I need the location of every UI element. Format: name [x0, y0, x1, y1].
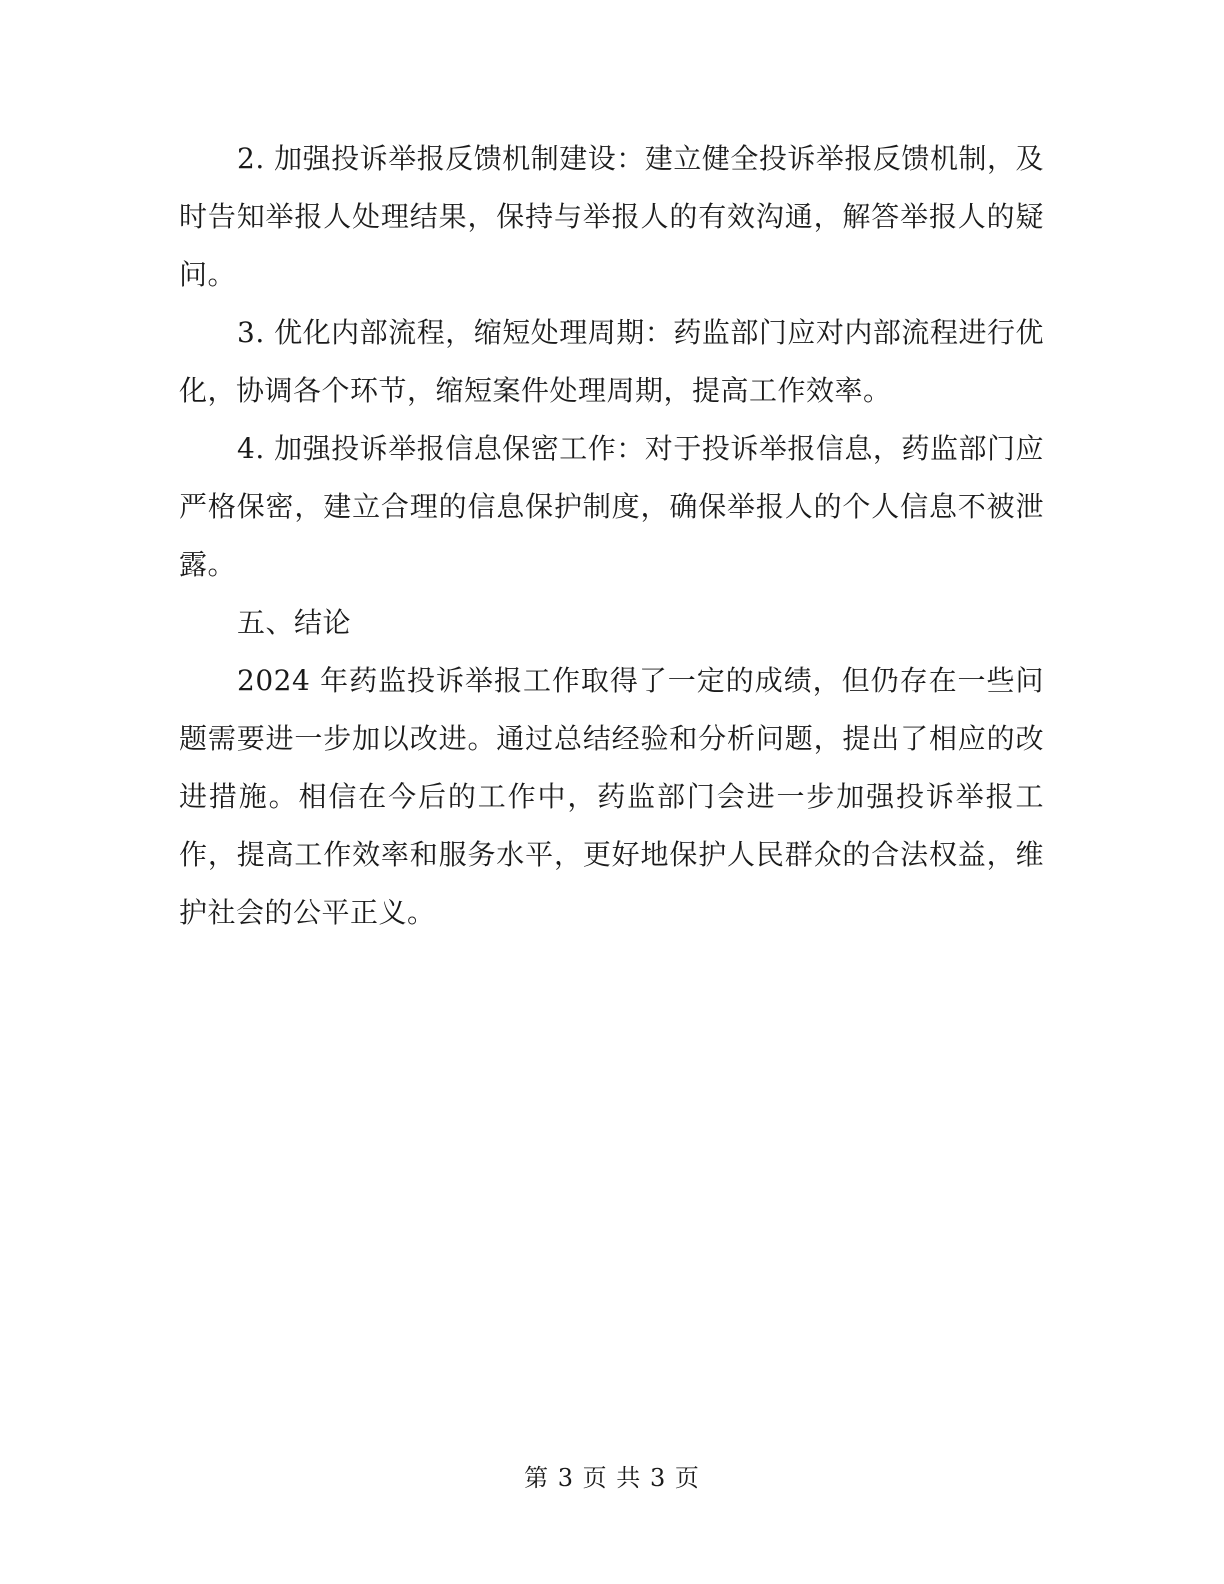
paragraph-confidentiality: 4. 加强投诉举报信息保密工作：对于投诉举报信息，药监部门应严格保密，建立合理的信息保护制度，确保举报人的个人信息不被泄露。: [179, 432, 1044, 581]
document-body: [179, 130, 1044, 942]
paragraph-optimize-process: 3. 优化内部流程，缩短处理周期：药监部门应对内部流程进行优化，协调各个环节，缩短案件处理周期，提高工作效率。: [179, 316, 1044, 407]
paragraph-feedback-mechanism: 2. 加强投诉举报反馈机制建设：建立健全投诉举报反馈机制，及时告知举报人处理结果，保持与举报人的有效沟通，解答举报人的疑问。: [179, 142, 1044, 291]
page-number-footer: 第 3 页 共 3 页: [524, 1464, 700, 1492]
section-heading-conclusion: 五、结论: [237, 606, 352, 639]
paragraph-conclusion: 2024 年药监投诉举报工作取得了一定的成绩，但仍存在一些问题需要进一步加以改进。通过总结经验和分析问题，提出了相应的改进措施。相信在今后的工作中，药监部门会进一步加强投诉举报工作，提高工作效率和服务水平，更好地保护人民群众的合法权益，维护社会的公平正义。: [179, 664, 1044, 929]
